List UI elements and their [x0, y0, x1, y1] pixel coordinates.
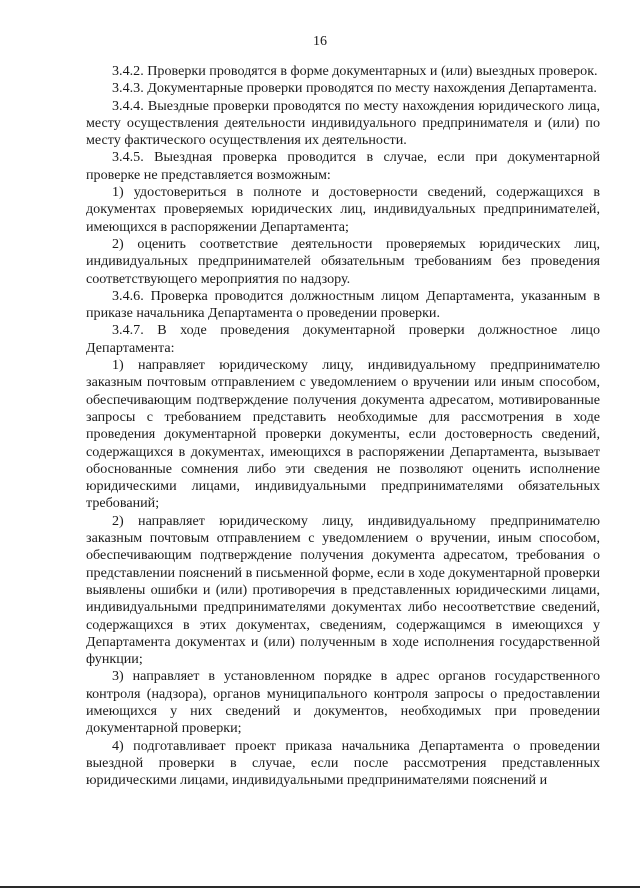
paragraph-3-4-7: 3.4.7. В ходе проведения документарной проверки должностное лицо Департамента:	[86, 322, 600, 356]
list-item-3-4-5-2: 2) оценить соответствие деятельности проверяемых юридических лиц, индивидуальных предпринимателей обязательным требованиям без проведения соответствующего мероприятия по надзору.	[86, 235, 600, 287]
document-body	[86, 63, 600, 789]
paragraph-3-4-4: 3.4.4. Выездные проверки проводятся по месту нахождения юридического лица, месту осуществления деятельности индивидуального предпринимателя и (или) по месту фактического осуществления их деятельности.	[86, 97, 600, 149]
list-item-3-4-7-3: 3) направляет в установленном порядке в адрес органов государственного контроля (надзора), органов муниципального контроля запросы о предоставлении имеющихся у них сведений и документов, необходимых при проведении документарной проверки;	[86, 668, 600, 737]
page-number: 16	[313, 34, 327, 49]
scan-bottom-edge	[0, 886, 640, 888]
list-item-3-4-7-1: 1) направляет юридическому лицу, индивидуальному предпринимателю заказным почтовым отправлением с уведомлением о вручении или иным способом, обеспечивающим подтверждение получения документа адресатом, мотивированные запросы с требованием представить необходимые для рассмотрения в ходе проведения документарной проверки документы, если достоверность сведений, содержащихся в документах, имеющихся в распоряжении Департамента, вызывает обоснованные сомнения либо эти сведения не позволяют оценить исполнение юридическими лицами, индивидуальными предпринимателями обязательных требований;	[86, 357, 600, 512]
list-item-3-4-7-4: 4) подготавливает проект приказа начальника Департамента о проведении выездной проверки в случае, если после рассмотрения представленных юридическими лицами, индивидуальными предпринимателями пояснений и	[86, 737, 600, 789]
paragraph-3-4-2: 3.4.2. Проверки проводятся в форме документарных и (или) выездных проверок.	[112, 63, 598, 79]
paragraph-3-4-6: 3.4.6. Проверка проводится должностным лицом Департамента, указанным в приказе начальника Департамента о проведении проверки.	[86, 287, 600, 322]
paragraph-3-4-5: 3.4.5. Выездная проверка проводится в случае, если при документарной проверке не представляется возможным:	[86, 149, 600, 183]
list-item-3-4-5-1: 1) удостовериться в полноте и достоверности сведений, содержащихся в документах проверяемых юридических лиц, индивидуальных предпринимателей, имеющихся в распоряжении Департамента;	[86, 184, 600, 235]
list-item-3-4-7-2: 2) направляет юридическому лицу, индивидуальному предпринимателю заказным почтовым отправлением с уведомлением о вручении, иным способом, обеспечивающим подтверждение получения документа адресатом, требования о представлении пояснений в письменной форме, если в ходе документарной проверки выявлены ошибки и (или) противоречия в представленных юридическими лицами, индивидуальными предпринимателями документах либо несоответствие сведений, содержащихся в этих документах, сведениям, содержащимся в имеющихся у Департамента документах и (или) полученным в ходе исполнения государственной функции;	[86, 512, 601, 668]
paragraph-3-4-3: 3.4.3. Документарные проверки проводятся по месту нахождения Департамента.	[112, 80, 597, 97]
